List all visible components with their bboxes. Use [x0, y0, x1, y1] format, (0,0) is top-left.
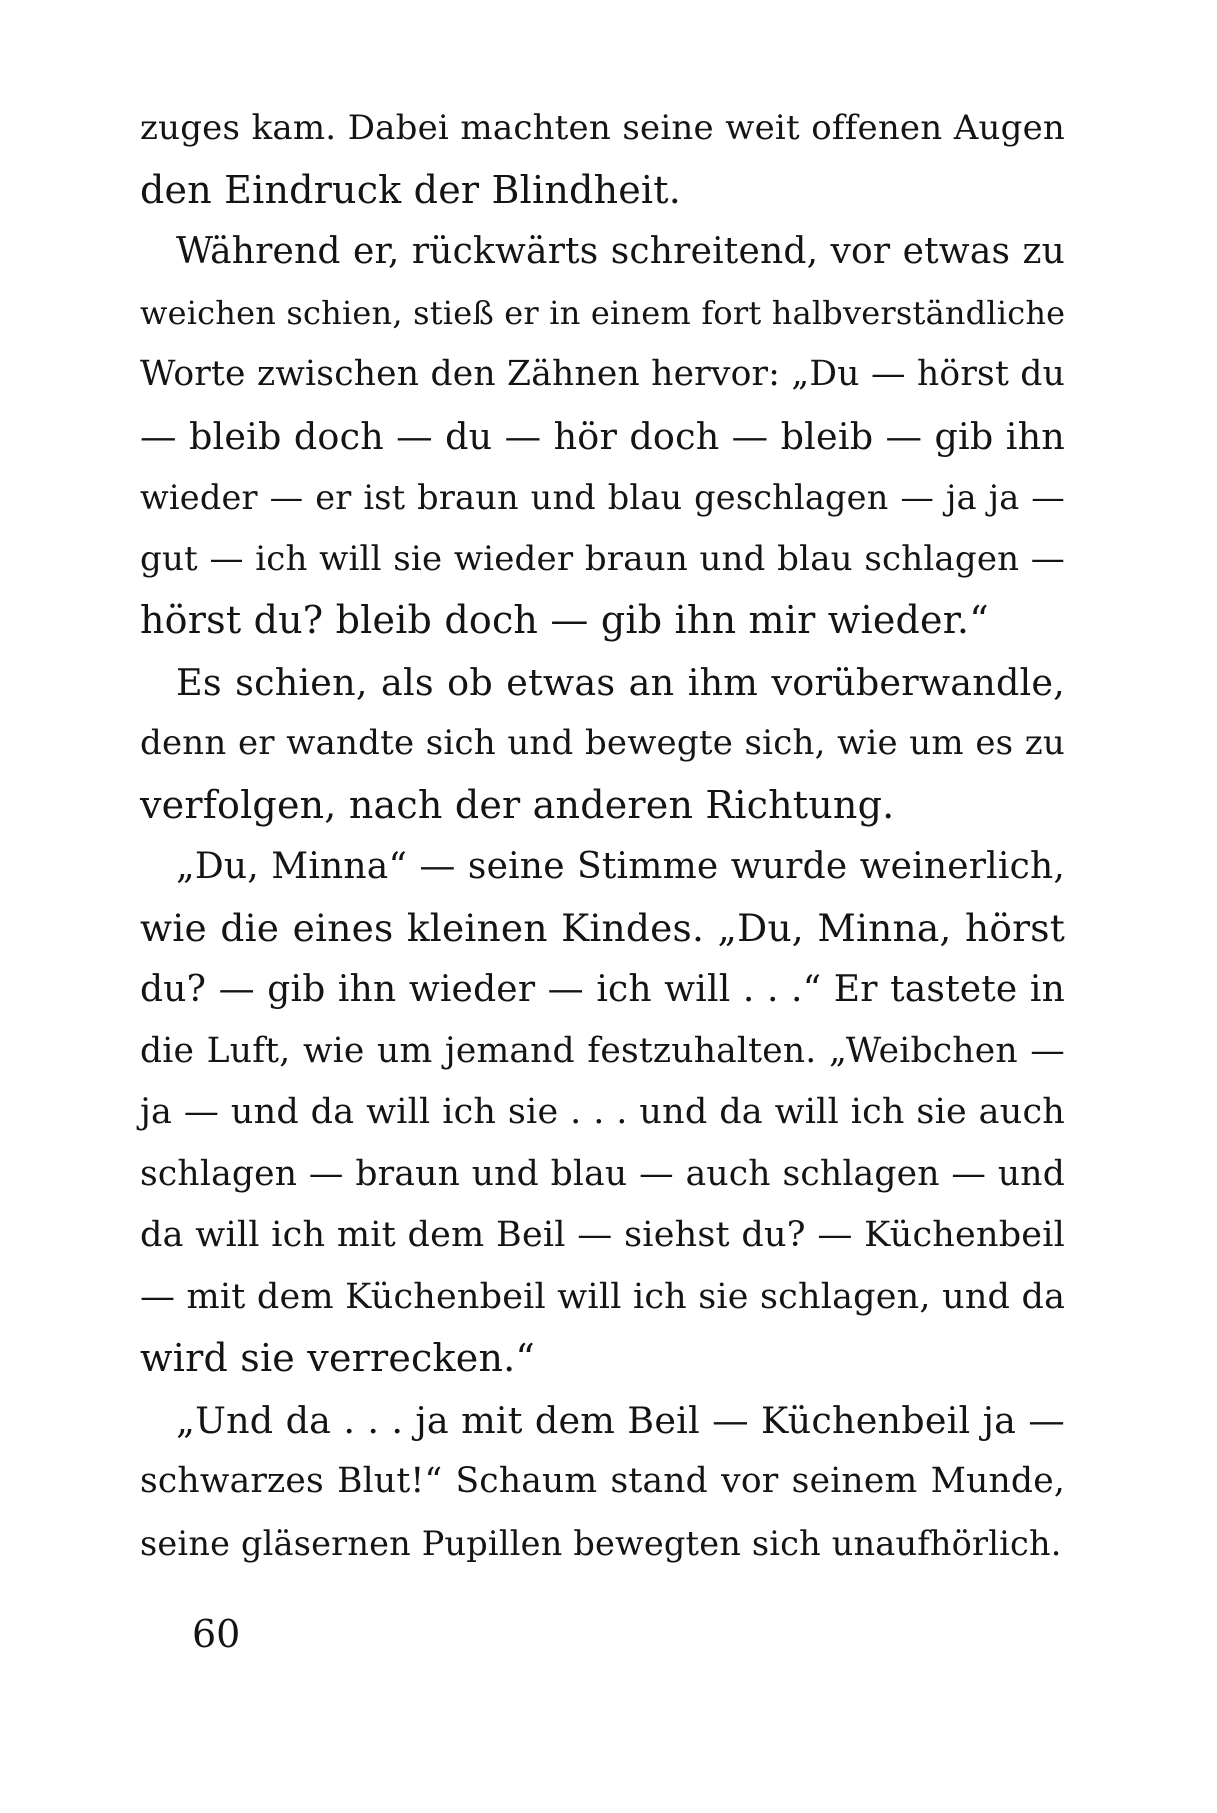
text-line: wie die eines kleinen Kindes. „Du, Minna, hörst — [140, 905, 1065, 950]
text-line: Worte zwischen den Zähnen hervor: „Du — hörst du — [140, 354, 1065, 394]
text-line: denn er wandte sich und bewegte sich, wie um es zu — [140, 723, 1065, 763]
text-line: verfolgen, nach der anderen Richtung. — [140, 782, 895, 827]
text-line: die Luft, wie um jemand festzuhalten. „Weibchen — — [140, 1030, 1065, 1071]
text-line: seine gläsernen Pupillen bewegten sich unaufhörlich. — [140, 1523, 1062, 1563]
text-line: „Und da . . . ja mit dem Beil — Küchenbeil ja — — [176, 1398, 1065, 1442]
text-line: hörst du? bleib doch — gib ihn mir wieder.“ — [140, 598, 989, 642]
text-line: — bleib doch — du — hör doch — bleib — gib ihn — [140, 414, 1065, 458]
text-line: ja — und da will ich sie . . . und da will ich sie auch — [140, 1092, 1065, 1132]
text-line: schwarzes Blut!“ Schaum stand vor seinem Munde, — [140, 1461, 1065, 1501]
text-line: gut — ich will sie wieder braun und blau schlagen — — [140, 538, 1065, 579]
text-line: da will ich mit dem Beil — siehst du? — Küchenbeil — [140, 1215, 1065, 1255]
text-line: wieder — er ist braun und blau geschlagen — ja ja — — [140, 478, 1065, 517]
page-number: 60 — [192, 1612, 241, 1656]
text-line: du? — gib ihn wieder — ich will . . .“ Er tastete in — [140, 969, 1065, 1010]
text-line: schlagen — braun und blau — auch schlagen — und — [140, 1153, 1065, 1194]
text-line: „Du, Minna“ — seine Stimme wurde weinerlich, — [176, 846, 1065, 887]
text-block — [140, 98, 1065, 1574]
text-line: zuges kam. Dabei machten seine weit offenen Augen — [140, 108, 1065, 148]
text-line: — mit dem Küchenbeil will ich sie schlagen, und da — [140, 1276, 1066, 1317]
text-line: Es schien, als ob etwas an ihm vorüberwandle, — [176, 660, 1065, 704]
text-line: wird sie verrecken.“ — [140, 1336, 536, 1380]
text-line: den Eindruck der Blindheit. — [140, 167, 682, 212]
text-line: weichen schien, stieß er in einem fort halbverständliche — [140, 293, 1066, 332]
text-line: Während er, rückwärts schreitend, vor etwas zu — [176, 231, 1065, 272]
